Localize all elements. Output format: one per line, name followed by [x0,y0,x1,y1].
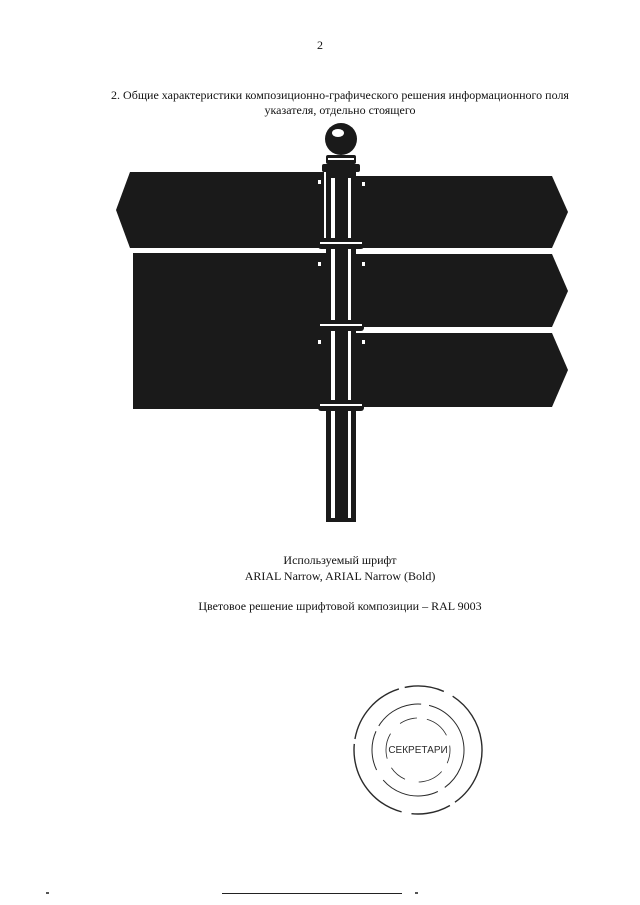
footer-mark-right [415,892,418,894]
page-number: 2 [317,38,323,52]
sign-panel-middle-right [356,254,568,327]
pole-clamp-1 [318,238,364,249]
sign-panel-middle-left [133,253,326,409]
pole-clamp-2 [318,320,364,331]
pole-finial [325,123,357,155]
official-seal-stamp [348,680,488,820]
section-heading-line-1: 2. Общие характеристики композиционно-графического решения информационного поля [111,88,569,102]
sign-panel-bottom-right [356,333,568,407]
sign-panel-top-right [356,176,568,248]
freestanding-signpost-diagram [0,118,640,528]
color-solution-line: Цветовое решение шрифтовой композиции – RAL 9003 [198,599,482,613]
svg-text:СЕКРЕТАРИ: СЕКРЕТАРИ [388,745,448,756]
section-heading-line-2: указателя, отдельно стоящего [264,103,416,117]
section-heading [80,88,600,118]
font-caption [0,552,640,614]
font-caption-title: Используемый шрифт [283,553,397,567]
sign-panel-top-left [116,172,324,248]
footer-rule [222,893,402,894]
font-caption-names: ARIAL Narrow, ARIAL Narrow (Bold) [244,569,436,583]
pole-clamp-3 [318,400,364,411]
footer-mark-left [46,892,49,894]
